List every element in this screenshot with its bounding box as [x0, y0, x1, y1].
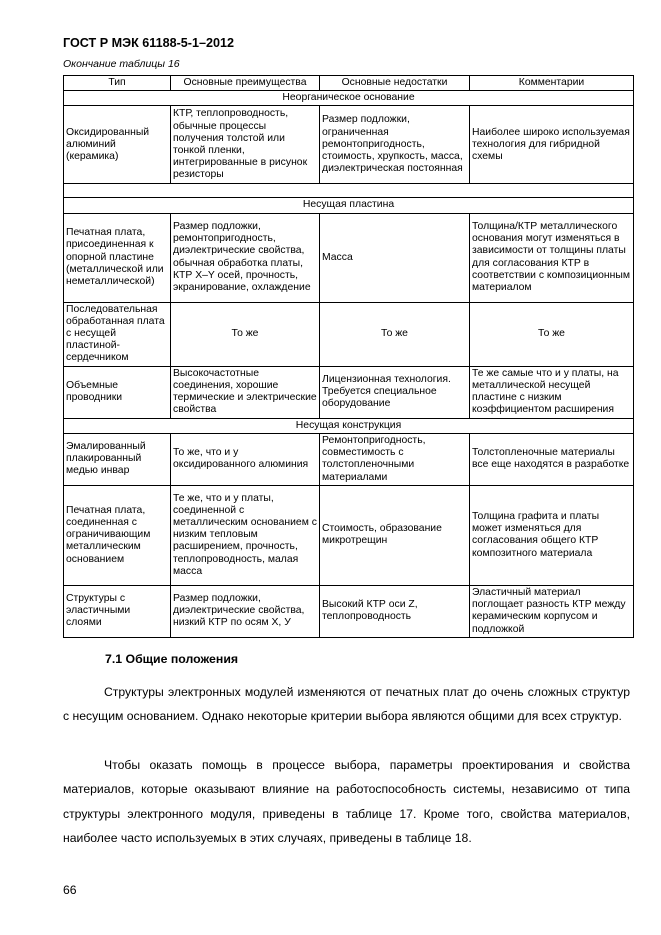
- empty-row: [64, 184, 634, 198]
- paragraph: Структуры электронных модулей изменяются от печатных плат до очень сложных структур с несущим основанием. Однако некоторые критерии выбора являются общими для всех структур.: [63, 685, 630, 724]
- cell-type: Структуры с эластичными слоями: [64, 585, 171, 637]
- page-number: 66: [63, 883, 77, 897]
- cell-type: Объемные проводники: [64, 366, 171, 418]
- cell-comments: Толщина/КТР металлического основания могут изменяться в зависимости от толщины платы для согласования КТР в соответствии с композиционным материалом: [470, 213, 634, 302]
- cell-advantages: То же: [171, 302, 320, 366]
- cell-advantages: Размер подложки, диэлектрические свойства, низкий КТР по осям X, У: [171, 585, 320, 637]
- table-header-row: [64, 76, 634, 91]
- table-row: [64, 585, 634, 637]
- cell-advantages: Высокочастотные соединения, хорошие термические и электрические свойства: [171, 366, 320, 418]
- table-row: [64, 366, 634, 418]
- table-row: [64, 106, 634, 184]
- cell-comments: Эластичный материал поглощает разность КТР между керамическим корпусом и подложкой: [470, 585, 634, 637]
- column-header-advantages: Основные преимущества: [171, 76, 320, 91]
- cell-disadvantages: Размер подложки, ограниченная ремонтопригодность, стоимость, хрупкость, масса, диэлектрическая постоянная: [320, 106, 470, 184]
- table-row: [64, 485, 634, 585]
- cell-advantages: КТР, теплопроводность, обычные процессы получения толстой или тонкой пленки, интегрированные в рисунок резисторы: [171, 106, 320, 184]
- column-header-comments: Комментарии: [470, 76, 634, 91]
- document-header: ГОСТ Р МЭК 61188-5-1–2012: [63, 36, 235, 50]
- section-heading: 7.1 Общие положения: [105, 652, 239, 666]
- table-row: [64, 433, 634, 485]
- cell-disadvantages: Лицензионная технология. Требуется специальное оборудование: [320, 366, 470, 418]
- cell-comments: То же: [470, 302, 634, 366]
- table-caption: Окончание таблицы 16: [63, 58, 180, 70]
- cell-disadvantages: Высокий КТР оси Z, теплопроводность: [320, 585, 470, 637]
- cell-comments: Толщина графита и платы может изменяться для согласования общего КТР композитного материала: [470, 485, 634, 585]
- section-row: [64, 91, 634, 106]
- cell-type: Эмалированный плакированный медью инвар: [64, 433, 171, 485]
- cell-type: Печатная плата, присоединенная к опорной пластине (металлической или неметаллической): [64, 213, 171, 302]
- cell-advantages: Размер подложки, ремонтопригодность, диэлектрические свойства, обычная обработка платы, КТР X–Y осей, прочность, экранирование, охлаждение: [171, 213, 320, 302]
- section-row: [64, 418, 634, 433]
- paragraph: Чтобы оказать помощь в процессе выбора, параметры проектирования и свойства материалов, которые оказывают влияние на работоспособность системы, независимо от типа структуры электронного модуля, приведены в таблице 17. Кроме того, свойства материалов, наиболее часто используемых в этих случаях, приведены в таблице 18.: [63, 758, 630, 845]
- section-row: [64, 198, 634, 213]
- table-row: [64, 213, 634, 302]
- cell-advantages: То же, что и у оксидированного алюминия: [171, 433, 320, 485]
- section-carrier-structure: Несущая конструкция: [64, 418, 634, 433]
- cell-type: Последовательная обработанная плата с несущей пластиной-сердечником: [64, 302, 171, 366]
- cell-comments: Те же самые что и у платы, на металлической несущей пластине с низким коэффициентом расширения: [470, 366, 634, 418]
- cell-disadvantages: Масса: [320, 213, 470, 302]
- table-16: [63, 75, 634, 638]
- column-header-type: Тип: [64, 76, 171, 91]
- cell-advantages: Те же, что и у платы, соединенной с металлическим основанием с низким тепловым расширением, прочность, теплопроводность, малая масса: [171, 485, 320, 585]
- cell-comments: Толстопленочные материалы все еще находятся в разработке: [470, 433, 634, 485]
- cell-type: Оксидированный алюминий (керамика): [64, 106, 171, 184]
- cell-comments: Наиболее широко используемая технология для гибридной схемы: [470, 106, 634, 184]
- section-inorganic-base: Неорганическое основание: [64, 91, 634, 106]
- section-carrier-plate: Несущая пластина: [64, 198, 634, 213]
- cell-disadvantages: Стоимость, образование микротрещин: [320, 485, 470, 585]
- table-row: [64, 302, 634, 366]
- column-header-disadvantages: Основные недостатки: [320, 76, 470, 91]
- cell-disadvantages: То же: [320, 302, 470, 366]
- cell-disadvantages: Ремонтопригодность, совместимость с толстопленочными материалами: [320, 433, 470, 485]
- cell-type: Печатная плата, соединенная с ограничивающим металлическим основанием: [64, 485, 171, 585]
- empty-cell: [64, 184, 634, 198]
